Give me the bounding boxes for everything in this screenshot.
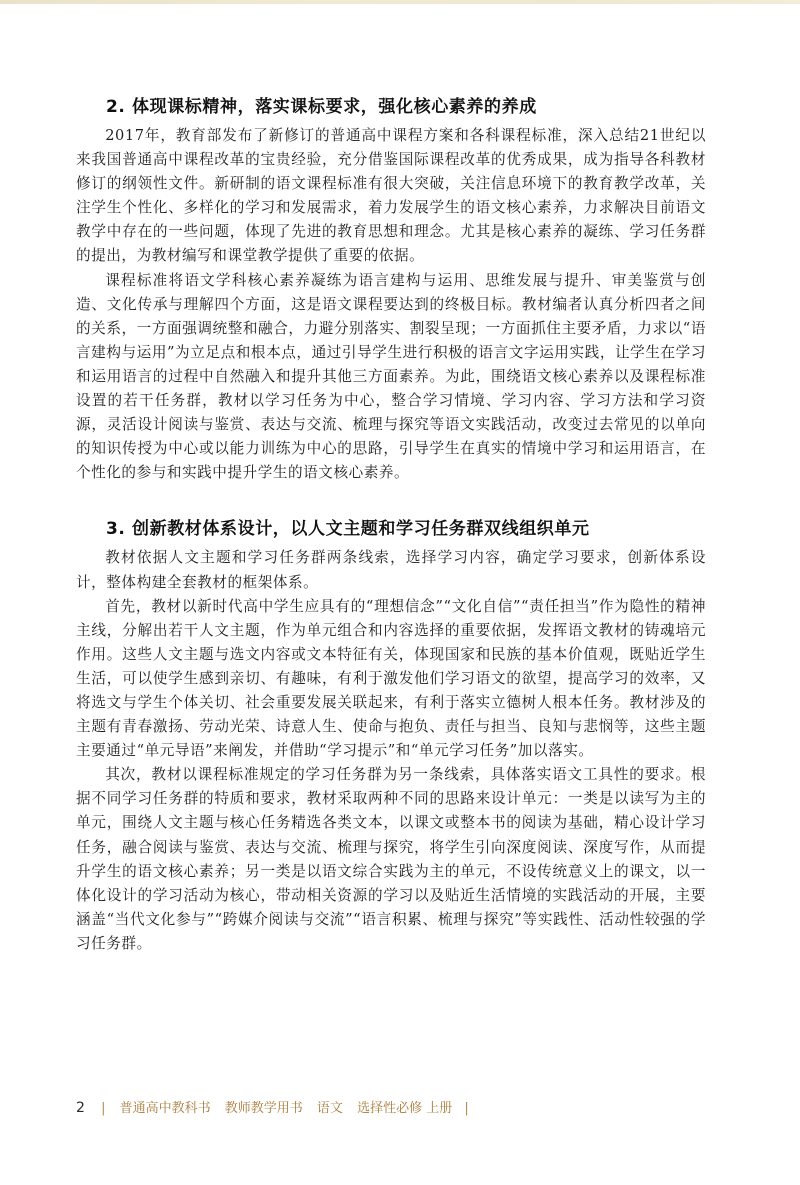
- footer-volume: 选择性必修 上册: [357, 1101, 453, 1116]
- page-footer: [76, 1097, 469, 1116]
- section-2: [76, 93, 706, 485]
- page-top-edge: [0, 0, 800, 4]
- footer-series: 普通高中教科书: [119, 1101, 211, 1116]
- section-3: [76, 515, 706, 956]
- footer-separator: |: [101, 1101, 106, 1116]
- footer-book-type: 教师教学用书: [224, 1101, 303, 1116]
- paragraph: 首先，教材以新时代高中学生应具有的“理想信念”“文化自信”“责任担当”作为隐性的精神主线，分解出若干人文主题，作为单元组合和内容选择的重要依据，发挥语文教材的铸魂培元作用。这些人文主题与选文内容或文本特征有关，体现国家和民族的基本价值观，既贴近学生生活，可以使学生感到亲切、有趣味，有利于激发他们学习语文的欲望，提高学习的效率，又将选文与学生个体关切、社会重要发展关联起来，有利于落实立德树人根本任务。教材涉及的主题有青春激扬、劳动光荣、诗意人生、使命与抱负、责任与担当、良知与悲悯等，这些主题主要通过“单元导语”来阐发，并借助“学习提示”和“单元学习任务”加以落实。: [76, 597, 706, 760]
- section-spacer: [76, 485, 706, 515]
- footer-subject: 语文: [316, 1101, 343, 1116]
- paragraph: 教材依据人文主题和学习任务群两条线索，选择学习内容，确定学习要求，创新体系设计，整体构建全套教材的框架体系。: [76, 549, 706, 591]
- footer-separator: |: [464, 1101, 469, 1116]
- section-heading: 2. 体现课标精神，落实课标要求，强化核心素养的养成: [106, 97, 537, 117]
- page-number: 2: [76, 1100, 85, 1116]
- paragraph: 课程标准将语文学科核心素养凝练为语言建构与运用、思维发展与提升、审美鉴赏与创造、文化传承与理解四个方面，这是语文课程要达到的终极目标。教材编者认真分析四者之间的关系，一方面强调统整和融合，力避分别落实、割裂呈现；一方面抓住主要矛盾，力求以“语言建构与运用”为立足点和根本点，通过引导学生进行积极的语言文字运用实践，让学生在学习和运用语言的过程中自然融入和提升其他三方面素养。为此，围绕语文核心素养以及课程标准设置的若干任务群，教材以学习任务为中心，整合学习情境、学习内容、学习方法和学习资源，灵活设计阅读与鉴赏、表达与交流、梳理与探究等语文实践活动，改变过去常见的以单向的知识传授为中心或以能力训练为中心的思路，引导学生在真实的情境中学习和运用语言，在个性化的参与和实践中提升学生的语文核心素养。: [76, 271, 706, 482]
- section-heading: 3. 创新教材体系设计，以人文主题和学习任务群双线组织单元: [106, 519, 590, 540]
- page-body: [76, 93, 706, 956]
- paragraph: 2017年，教育部发布了新修订的普通高中课程方案和各科课程标准，深入总结21世纪以来我国普通高中课程改革的宝贵经验，充分借鉴国际课程改革的优秀成果，成为指导各科教材修订的纲领性文件。新研制的语文课程标准有很大突破，关注信息环境下的教育教学改革，关注学生个性化、多样化的学习和发展需求，着力发展学生的语文核心素养，力求解决目前语文教学中存在的一些问题，体现了先进的教育思想和理念。尤其是核心素养的凝练、学习任务群的提出，为教材编写和课堂教学提供了重要的依据。: [76, 127, 706, 265]
- paragraph: 其次，教材以课程标准规定的学习任务群为另一条线索，具体落实语文工具性的要求。根据不同学习任务群的特质和要求，教材采取两种不同的思路来设计单元：一类是以读写为主的单元，围绕人文主题与核心任务精选各类文本，以课文或整本书的阅读为基础，精心设计学习任务，融合阅读与鉴赏、表达与交流、梳理与探究，将学生引向深度阅读、深度写作，从而提升学生的语文核心素养；另一类是以语文综合实践为主的单元，不设传统意义上的课文，以一体化设计的学习活动为核心，带动相关资源的学习以及贴近生活情境的实践活动的开展，主要涵盖“当代文化参与”“跨媒介阅读与交流”“语言积累、梳理与探究”等实践性、活动性较强的学习任务群。: [76, 766, 706, 952]
